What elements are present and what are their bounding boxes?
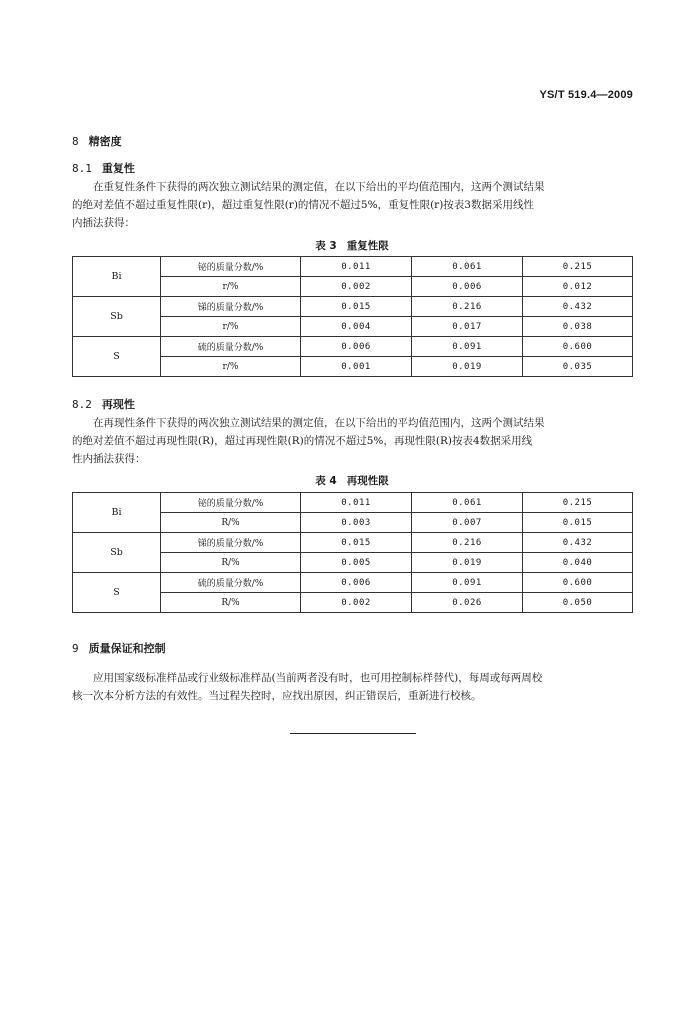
row-label: 锑的质量分数/%: [161, 297, 301, 317]
value-cell: 0.001: [301, 357, 412, 377]
table-3-caption: [72, 238, 632, 253]
section-number: 8.1: [72, 162, 92, 175]
section-number: 9: [72, 642, 79, 655]
value-cell: 0.011: [301, 257, 412, 277]
value-cell: 0.019: [412, 553, 523, 573]
table-row: [73, 533, 633, 553]
table-row: [73, 493, 633, 513]
row-label: 锑的质量分数/%: [161, 533, 301, 553]
section-number: 8.2: [72, 398, 92, 411]
section-title: 再现性: [101, 398, 135, 411]
repeatability-paragraph: [72, 178, 632, 232]
element-cell: S: [73, 337, 161, 377]
value-cell: 0.215: [523, 257, 633, 277]
element-cell: Sb: [73, 533, 161, 573]
table-row: [73, 297, 633, 317]
paragraph-line: 在重复性条件下获得的两次独立测试结果的测定值，在以下给出的平均值范围内，这两个测试结果: [93, 181, 545, 193]
value-cell: 0.019: [412, 357, 523, 377]
section-title: 重复性: [101, 162, 135, 175]
table-row: [73, 257, 633, 277]
value-cell: 0.061: [412, 257, 523, 277]
value-cell: 0.035: [523, 357, 633, 377]
value-cell: 0.011: [301, 493, 412, 513]
paragraph-line: 应用国家级标准样品或行业级标准样品(当前两者没有时，也可用控制标样替代)，每周或每两周校: [93, 672, 543, 684]
reproducibility-paragraph: [72, 414, 632, 468]
row-label: R/%: [161, 513, 301, 533]
end-rule: [290, 733, 416, 734]
value-cell: 0.038: [523, 317, 633, 337]
row-label: 铋的质量分数/%: [161, 493, 301, 513]
value-cell: 0.216: [412, 297, 523, 317]
reproducibility-table: [72, 492, 633, 613]
value-cell: 0.026: [412, 593, 523, 613]
value-cell: 0.091: [412, 573, 523, 593]
section-9-heading: [72, 640, 166, 656]
value-cell: 0.015: [301, 297, 412, 317]
value-cell: 0.002: [301, 593, 412, 613]
table-4-caption: [72, 473, 632, 488]
table-title: 重复性限: [346, 240, 389, 252]
element-cell: Bi: [73, 257, 161, 297]
element-cell: Bi: [73, 493, 161, 533]
row-label: r/%: [161, 317, 301, 337]
row-label: 硫的质量分数/%: [161, 573, 301, 593]
value-cell: 0.432: [523, 297, 633, 317]
value-cell: 0.216: [412, 533, 523, 553]
quality-control-paragraph: [72, 669, 632, 705]
value-cell: 0.600: [523, 573, 633, 593]
element-cell: Sb: [73, 297, 161, 337]
value-cell: 0.061: [412, 493, 523, 513]
value-cell: 0.015: [523, 513, 633, 533]
value-cell: 0.002: [301, 277, 412, 297]
table-title: 再现性限: [346, 475, 389, 487]
row-label: r/%: [161, 277, 301, 297]
table-label: 表 3: [315, 240, 337, 252]
value-cell: 0.091: [412, 337, 523, 357]
section-8-1-heading: [72, 160, 135, 176]
table-label: 表 4: [315, 475, 337, 487]
value-cell: 0.015: [301, 533, 412, 553]
value-cell: 0.006: [412, 277, 523, 297]
repeatability-table: [72, 256, 633, 377]
value-cell: 0.050: [523, 593, 633, 613]
row-label: 硫的质量分数/%: [161, 337, 301, 357]
section-8-2-heading: [72, 396, 135, 412]
value-cell: 0.215: [523, 493, 633, 513]
value-cell: 0.432: [523, 533, 633, 553]
value-cell: 0.006: [301, 573, 412, 593]
section-8-heading: [72, 133, 122, 149]
value-cell: 0.600: [523, 337, 633, 357]
paragraph-line: 性内插法获得：: [72, 453, 146, 465]
value-cell: 0.007: [412, 513, 523, 533]
paragraph-line: 的绝对差值不超过重复性限(r)，超过重复性限(r)的情况不超过5%，重复性限(r)按表3数据采用线性: [72, 199, 534, 211]
section-title: 质量保证和控制: [88, 642, 166, 655]
paragraph-line: 内插法获得：: [72, 217, 135, 229]
paragraph-line: 核一次本分析方法的有效性。当过程失控时，应找出原因，纠正错误后，重新进行校核。: [72, 690, 482, 702]
paragraph-line: 在再现性条件下获得的两次独立测试结果的测定值，在以下给出的平均值范围内，这两个测试结果: [93, 417, 545, 429]
row-label: r/%: [161, 357, 301, 377]
value-cell: 0.005: [301, 553, 412, 573]
table-row: [73, 337, 633, 357]
value-cell: 0.017: [412, 317, 523, 337]
table-row: [73, 573, 633, 593]
section-title: 精密度: [88, 135, 122, 148]
standard-code: YS/T 519.4—2009: [539, 89, 633, 101]
row-label: R/%: [161, 553, 301, 573]
section-number: 8: [72, 135, 79, 148]
value-cell: 0.012: [523, 277, 633, 297]
value-cell: 0.040: [523, 553, 633, 573]
row-label: 铋的质量分数/%: [161, 257, 301, 277]
value-cell: 0.006: [301, 337, 412, 357]
value-cell: 0.004: [301, 317, 412, 337]
element-cell: S: [73, 573, 161, 613]
value-cell: 0.003: [301, 513, 412, 533]
row-label: R/%: [161, 593, 301, 613]
paragraph-line: 的绝对差值不超过再现性限(R)，超过再现性限(R)的情况不超过5%，再现性限(R)按表4数据采用线: [72, 435, 533, 447]
